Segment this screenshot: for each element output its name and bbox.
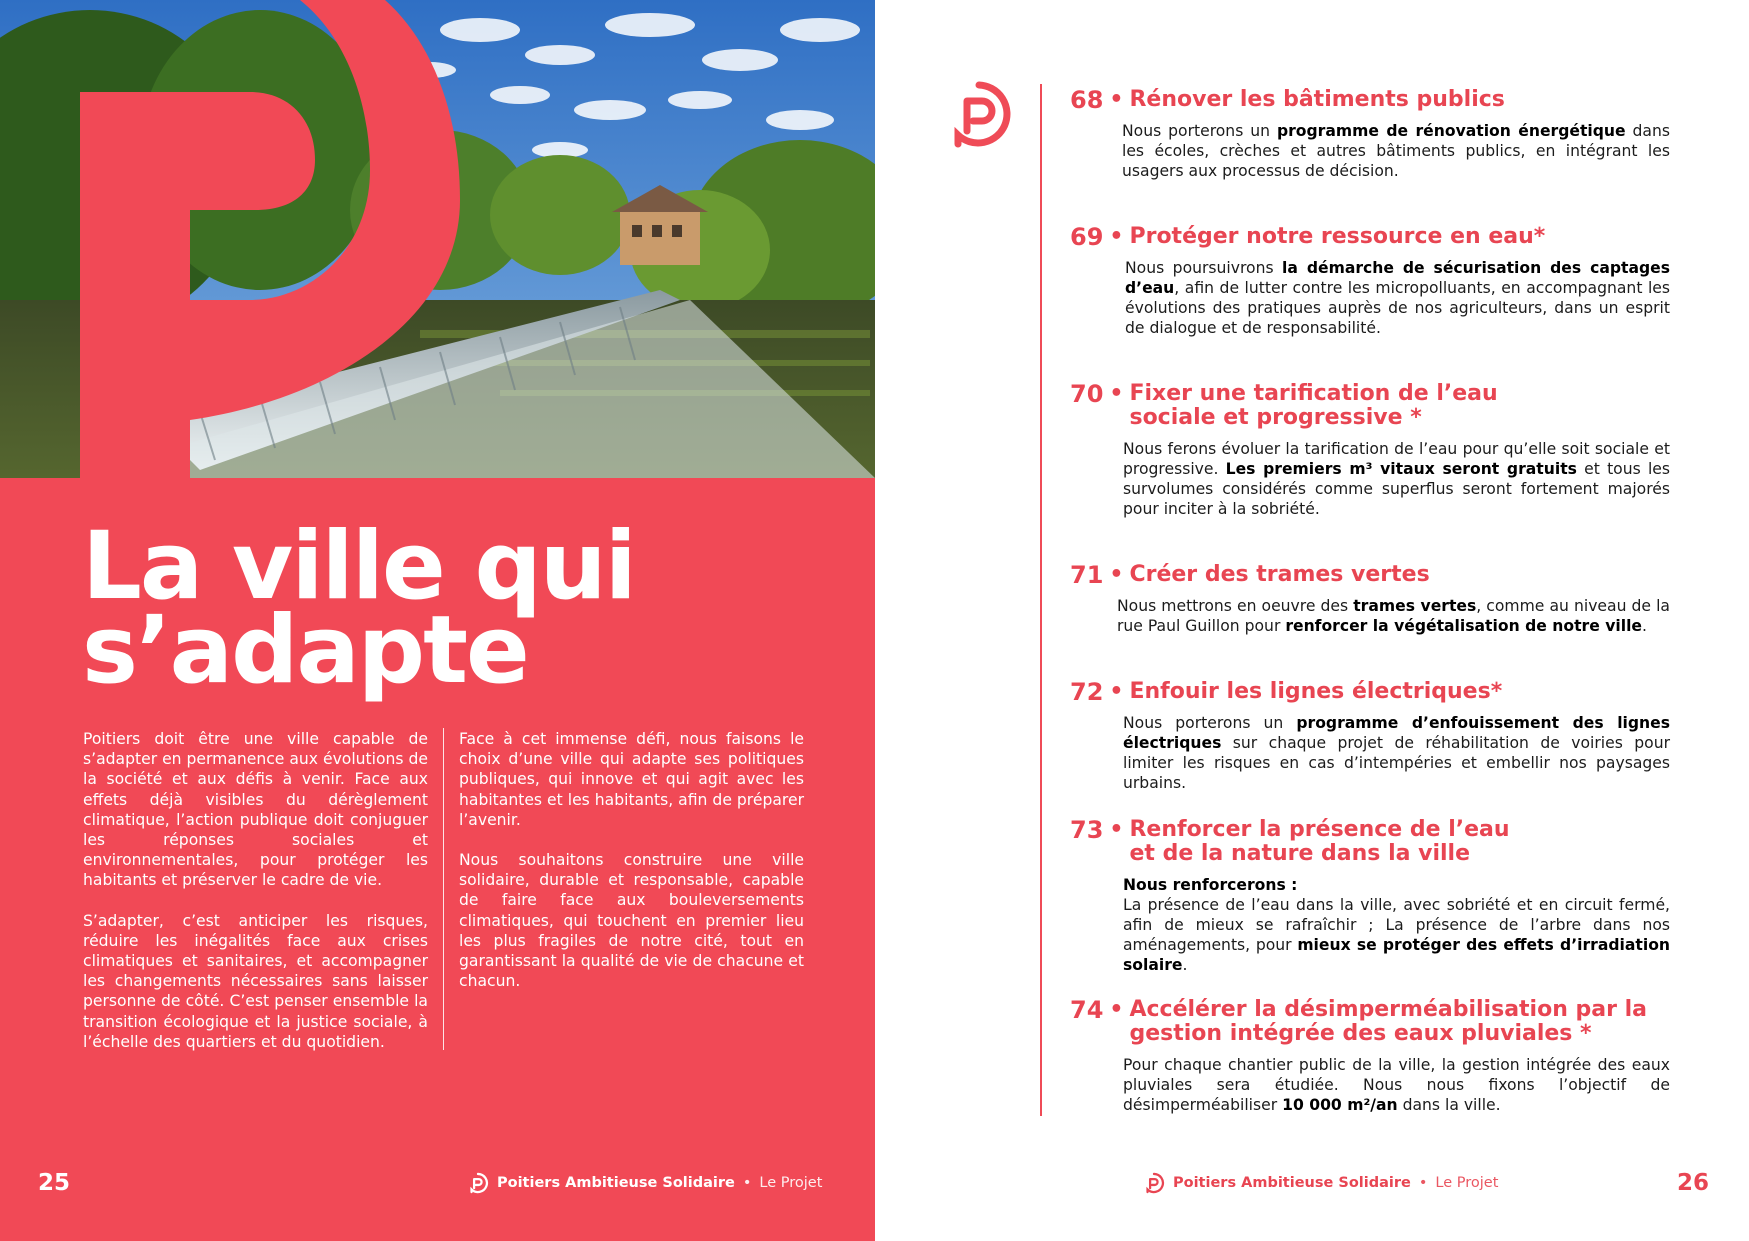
brand-logo-icon (467, 1172, 489, 1194)
footer-brand: Poitiers Ambitieuse Solidaire (1173, 1175, 1411, 1191)
footer-brand: Poitiers Ambitieuse Solidaire (497, 1175, 735, 1191)
desc-bold: 10 000 m²/an (1282, 1096, 1398, 1114)
desc-bold: mieux se protéger des effets d’irradiation solaire (1123, 936, 1671, 974)
proposal-heading: 69 • Protéger notre ressource en eau* (1070, 223, 1546, 251)
proposal-69 (1070, 225, 1670, 338)
desc-text: La présence de l’eau dans la ville, avec sobriété et en circuit fermé, afin de mieux se rafraîchir ; La présence de l’arbre dans nos aménagements, pour (1123, 896, 1670, 954)
page-number-left: 25 (38, 1170, 71, 1196)
proposal-number: 71 (1070, 561, 1104, 589)
proposal-72 (1070, 680, 1670, 793)
desc-text: . (1642, 617, 1647, 635)
desc-bold: renforcer la végétalisation de notre ville (1285, 617, 1643, 635)
desc-text: sur chaque projet de réhabilitation de voiries pour limiter les risques en cas d’intempéries et embellir nos paysages urbains. (1123, 734, 1670, 792)
page-number-right: 26 (1677, 1170, 1710, 1196)
big-p-letter-shape (0, 0, 875, 478)
footer-separator: • (742, 1175, 752, 1191)
proposal-description (1117, 596, 1670, 636)
proposal-heading: 72 • Enfouir les lignes électriques* (1070, 678, 1503, 706)
proposal-heading: 71 • Créer des trames vertes (1070, 561, 1430, 589)
page-title (82, 512, 635, 705)
proposal-73 (1070, 818, 1670, 975)
proposal-description (1123, 713, 1670, 793)
proposal-title: Accélérer la désimperméabilisation par la gestion intégrée des eaux pluviales * (1129, 997, 1648, 1046)
proposal-heading: 73 • Renforcer la présence de l’eau et de la nature dans la ville (1070, 818, 1670, 866)
proposal-71 (1070, 563, 1670, 636)
title-line-1: La ville qui (82, 512, 635, 621)
proposal-title: Protéger notre ressource en eau* (1129, 224, 1546, 249)
title-line-2: s’adapte (82, 596, 528, 705)
desc-text: Pour chaque chantier public de la ville, la gestion intégrée des eaux pluviales sera étudiée. Nous nous fixons l’objectif de désimperméabiliser (1123, 1056, 1670, 1114)
desc-bold: la démarche de sécurisation des captages d’eau (1125, 259, 1670, 297)
proposal-number: 73 (1070, 816, 1104, 844)
desc-text: et tous les survolumes considérés comme superflus seront fortement majorés pour inciter à la sobriété. (1123, 460, 1670, 518)
vertical-rule (1040, 84, 1042, 1116)
desc-bold: programme d’enfouissement des lignes électriques (1123, 714, 1671, 752)
footer-subtitle: Le Projet (1435, 1175, 1499, 1191)
intro-column-left (83, 729, 428, 1072)
proposal-number: 72 (1070, 678, 1104, 706)
proposal-number: 70 (1070, 380, 1104, 408)
proposal-heading: 70 • Fixer une tarification de l’eau sociale et progressive * (1070, 382, 1670, 430)
proposal-description (1123, 875, 1670, 975)
proposal-title: Enfouir les lignes électriques* (1129, 679, 1503, 704)
proposal-title: Fixer une tarification de l’eau sociale et progressive * (1129, 381, 1498, 430)
intro-paragraph: Face à cet immense défi, nous faisons le choix d’une ville qui adapte ses politiques publiques, qui innove et qui agit avec les habitantes et les habitants, afin de préparer l’avenir. (459, 730, 804, 829)
desc-bold: Les premiers m³ vitaux seront gratuits (1225, 460, 1577, 478)
footer-right (1143, 1172, 1498, 1194)
desc-text: , afin de lutter contre les micropolluants, en accompagnant les évolutions des pratiques auprès de nos agriculteurs, dans un esprit de dialogue et de responsabilité. (1125, 279, 1670, 337)
footer-left (467, 1172, 822, 1194)
proposal-70 (1070, 382, 1670, 519)
desc-lead: Nous renforcerons : (1123, 876, 1298, 894)
desc-text: dans les écoles, crèches et autres bâtiments publics, en intégrant les usagers aux processus de décision. (1122, 122, 1670, 180)
desc-text: . (1182, 956, 1188, 974)
desc-bold: programme de rénovation énergétique (1276, 122, 1626, 140)
proposal-description (1123, 1055, 1670, 1115)
desc-text: Nous poursuivrons (1125, 259, 1283, 277)
proposal-title: Rénover les bâtiments publics (1129, 87, 1505, 112)
intro-column-right (459, 729, 804, 1011)
proposal-68 (1070, 88, 1670, 181)
brand-logo-icon (1143, 1172, 1165, 1194)
proposal-74 (1070, 998, 1670, 1115)
proposal-title: Renforcer la présence de l’eau et de la nature dans la ville (1129, 817, 1510, 866)
brand-logo-icon (945, 80, 1013, 148)
desc-text: Nous porterons un (1122, 122, 1277, 140)
proposal-heading: 68 • Rénover les bâtiments publics (1070, 86, 1505, 114)
desc-text: Nous ferons évoluer la tarification de l’eau pour qu’elle soit sociale et progressive. (1123, 440, 1670, 478)
desc-text: Nous mettrons en oeuvre des (1117, 597, 1354, 615)
proposal-number: 69 (1070, 223, 1104, 251)
proposal-title: Créer des trames vertes (1129, 562, 1430, 587)
footer-separator: • (1418, 1175, 1428, 1191)
proposal-number: 74 (1070, 996, 1104, 1024)
desc-text: dans la ville. (1397, 1096, 1501, 1114)
intro-paragraph: Poitiers doit être une ville capable de s’adapter en permanence aux évolutions de la société et aux défis à venir. Face aux effets déjà visibles du dérèglement climatique, l’action publique doit conjuguer les réponses sociales et environnementales, pour protéger les habitants et préserver le cadre de vie. (83, 730, 429, 890)
desc-bold: trames vertes (1353, 597, 1477, 615)
intro-paragraph: Nous souhaitons construire une ville solidaire, durable et responsable, capable de faire face aux bouleversements climatiques, qui touchent en premier lieu les plus fragiles de notre cité, tout en garantissant la qualité de vie de chacune et chacun. (459, 851, 804, 991)
desc-text: Nous porterons un (1123, 714, 1297, 732)
proposal-description (1125, 258, 1670, 338)
proposal-heading: 74 • Accélérer la désimperméabilisation par la gestion intégrée des eaux pluviales * (1070, 998, 1670, 1046)
desc-text: , comme au niveau de la rue Paul Guillon pour (1117, 597, 1670, 635)
proposal-number: 68 (1070, 86, 1104, 114)
proposal-description (1123, 439, 1670, 519)
footer-subtitle: Le Projet (759, 1175, 823, 1191)
proposal-description (1122, 121, 1670, 181)
column-divider (443, 728, 444, 1050)
intro-paragraph: S’adapter, c’est anticiper les risques, réduire les inégalités face aux crises climatiques et sanitaires, et accompagner les changements nécessaires sans laisser personne de côté. C’est penser ensemble la transition écologique et la justice sociale, à l’échelle des quartiers et du quotidien. (83, 911, 428, 1051)
